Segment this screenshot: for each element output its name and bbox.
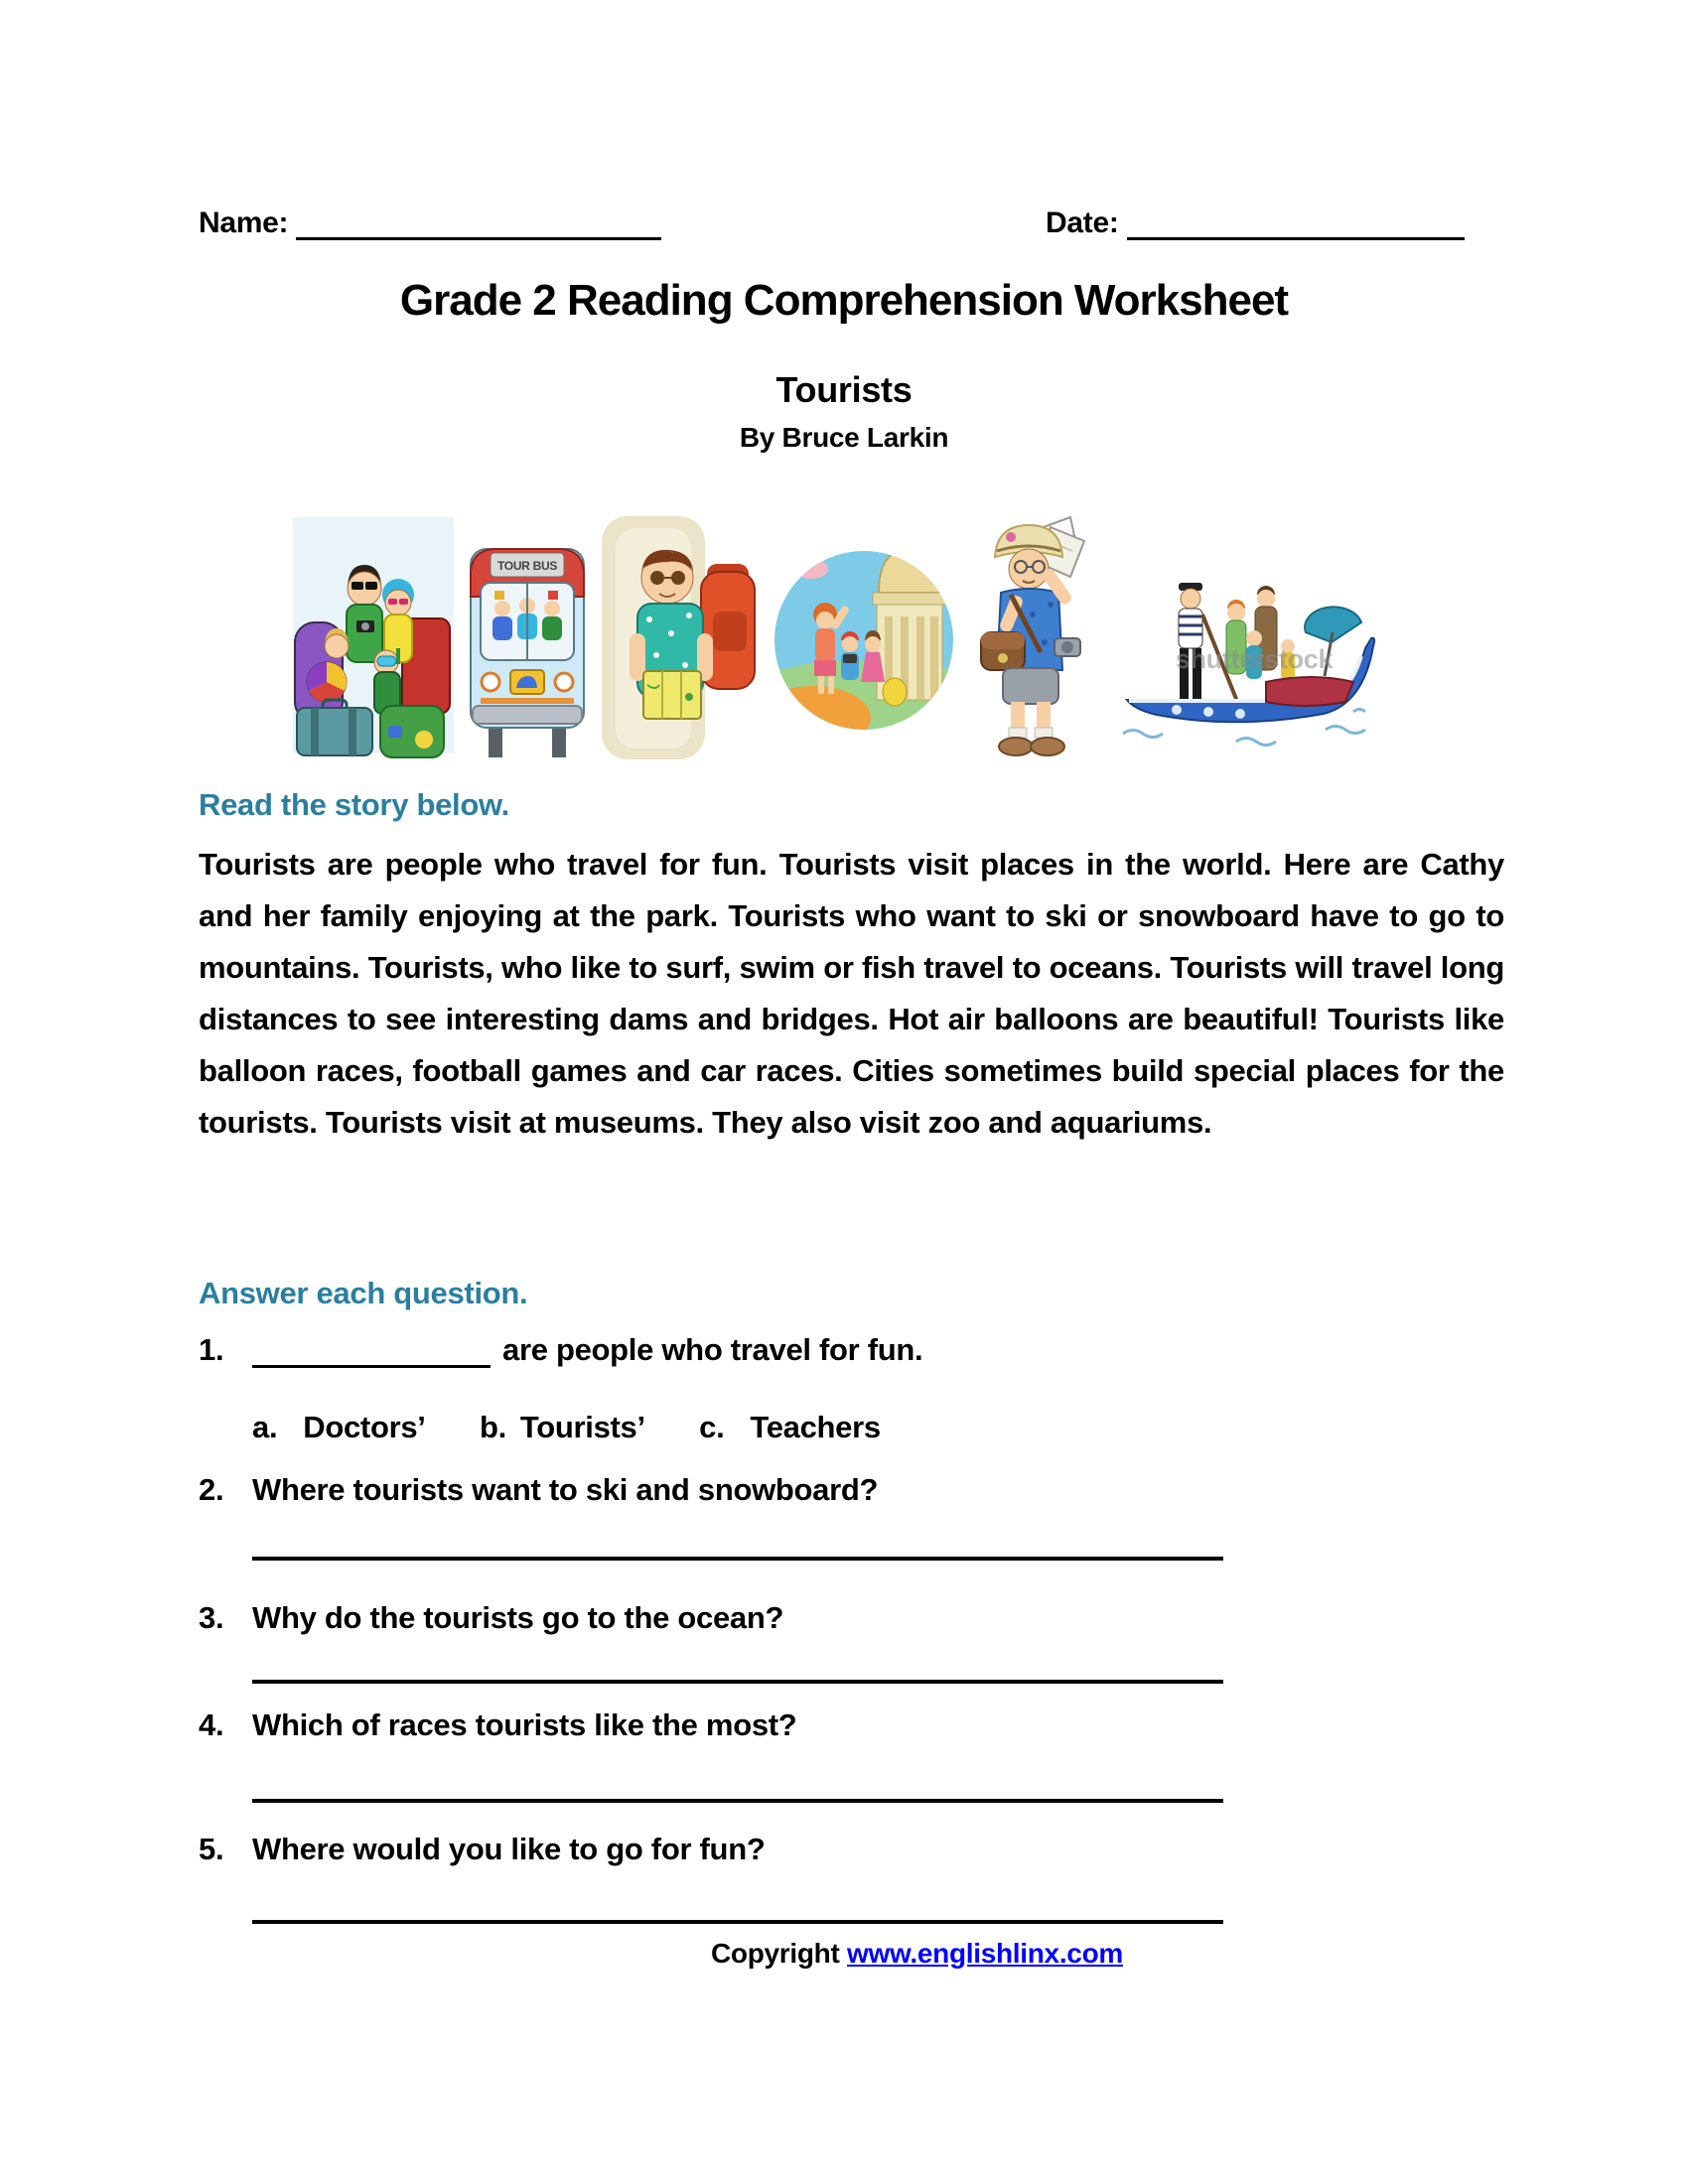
question-4-number: 4. [199, 1707, 224, 1742]
question-5 [199, 1832, 765, 1867]
family-with-luggage-image [293, 511, 454, 759]
date-input-line[interactable] [1127, 207, 1465, 240]
tour-bus-sign-text: TOUR BUS [497, 559, 558, 573]
question-5-number: 5. [199, 1832, 224, 1866]
question-3-text: Why do the tourists go to the ocean? [252, 1600, 784, 1635]
option-a-letter: a. [252, 1410, 278, 1444]
date-label: Date: [1046, 206, 1119, 239]
read-story-heading: Read the story below. [199, 787, 509, 822]
question-1-text: are people who travel for fun. [502, 1332, 923, 1367]
question-1-blank-line[interactable] [252, 1335, 491, 1368]
question-4-text: Which of races tourists like the most? [252, 1707, 797, 1742]
tourist-with-map-image [967, 511, 1106, 759]
name-label: Name: [199, 206, 289, 239]
answer-line-4[interactable] [252, 1799, 1223, 1803]
question-1-number: 1. [199, 1332, 224, 1367]
name-input-line[interactable] [296, 207, 661, 240]
copyright-label: Copyright [711, 1938, 847, 1969]
answer-line-2[interactable] [252, 1557, 1223, 1561]
backpacker-reading-map-image [602, 516, 763, 759]
option-b-letter: b. [479, 1410, 506, 1444]
date-field-group [1046, 206, 1465, 240]
option-b-label[interactable]: Tourists’ [519, 1410, 645, 1444]
question-2 [199, 1472, 878, 1508]
answer-line-5[interactable] [252, 1920, 1223, 1924]
option-c-label[interactable]: Teachers [750, 1410, 881, 1444]
question-2-number: 2. [199, 1472, 224, 1507]
story-byline: By Bruce Larkin [739, 422, 949, 453]
question-1-options [252, 1410, 881, 1445]
question-3 [199, 1600, 783, 1636]
question-3-number: 3. [199, 1600, 224, 1635]
option-c-letter: c. [699, 1410, 725, 1444]
story-title: Tourists [775, 369, 913, 410]
story-paragraph: Tourists are people who travel for fun. Tourists visit places in the world. Here are Cathy and her family enjoying at the park. Tourists who want to ski or snowboard have to go to mountains. Tourists, who like to surf, swim or fish travel to oceans. Tourists will travel long distances to see interesting dams and bridges. Hot air balloons are beautiful! Tourists like balloon races, football games and car races. Cities sometimes build special places for the tourists. Tourists visit at museums. They also visit zoo and aquariums. [199, 847, 1504, 1140]
page-title: Grade 2 Reading Comprehension Worksheet [399, 276, 1289, 325]
option-a-label[interactable]: Doctors’ [303, 1410, 426, 1444]
question-1 [199, 1332, 922, 1368]
tour-bus-image [465, 535, 590, 759]
gondola-ride-image [1117, 553, 1385, 759]
englishlinx-link[interactable]: www.englishlinx.com [847, 1938, 1123, 1969]
name-field-group [199, 206, 661, 240]
footer [711, 1938, 1123, 1970]
question-5-text: Where would you like to go for fun? [252, 1832, 766, 1866]
answer-questions-heading: Answer each question. [199, 1276, 528, 1310]
question-2-text: Where tourists want to ski and snowboard? [252, 1472, 879, 1507]
question-4 [199, 1707, 796, 1743]
answer-line-3[interactable] [252, 1680, 1223, 1684]
stock-watermark: shutterstock [1175, 644, 1334, 674]
illustration-band [293, 501, 1385, 759]
sightseeing-family-image [774, 521, 955, 759]
